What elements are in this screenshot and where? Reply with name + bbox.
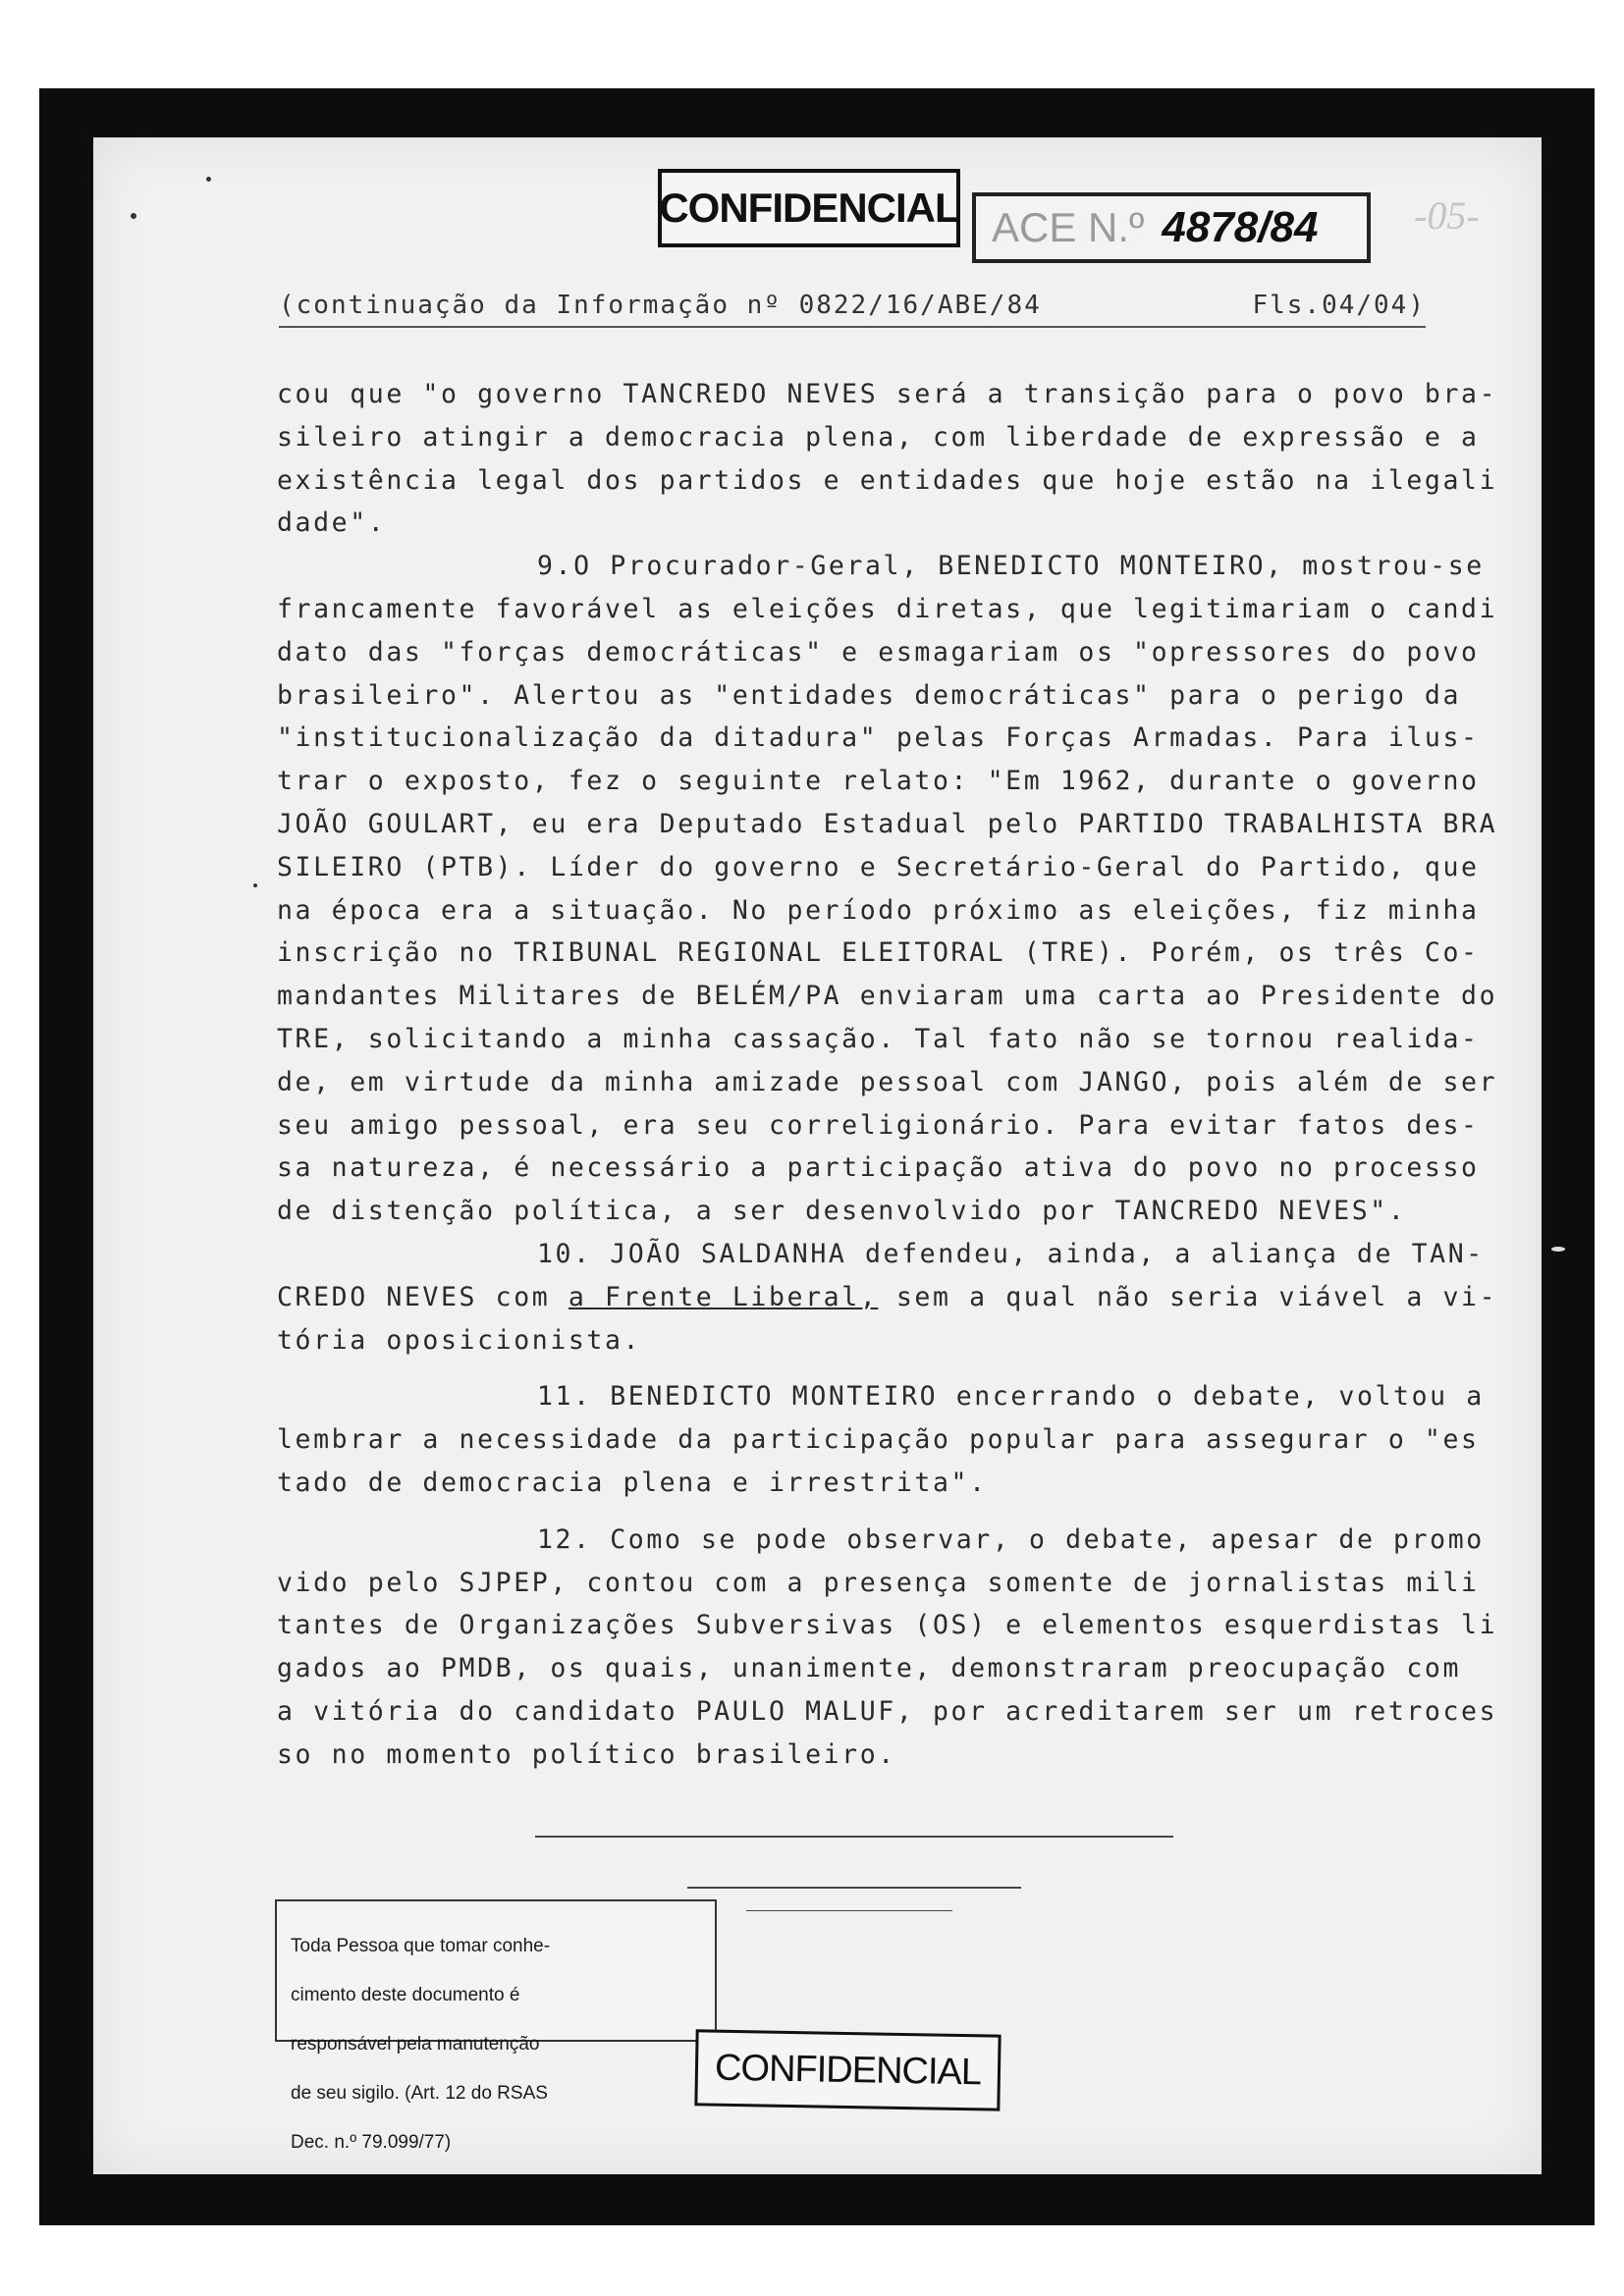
document-body <box>277 373 1498 1777</box>
text-line: lembrar a necessidade da participação popular para assegurar o "es <box>277 1424 1480 1456</box>
text-line: tória oposicionista. <box>277 1324 642 1356</box>
text-line: mandantes Militares de BELÉM/PA enviaram uma carta ao Presidente do <box>277 981 1498 1012</box>
text-line: a vitória do candidato PAULO MALUF, por acreditarem ser um retroces <box>277 1695 1498 1727</box>
text-line: existência legal dos partidos e entidades que hoje estão na ilegali <box>277 464 1498 496</box>
underlined-frente-liberal: a Frente Liberal, <box>568 1281 879 1312</box>
ace-number: 4878/84 <box>1162 203 1319 251</box>
header-page-number: Fls.04/04) <box>1252 291 1426 320</box>
text-line: sa natureza, é necessário a participação ativa do povo no processo <box>277 1152 1480 1184</box>
text-line: francamente favorável as eleições diretas, que legitimariam o candi <box>277 593 1498 624</box>
text-line: de distenção política, a ser desenvolvido por TANCREDO NEVES". <box>277 1196 1407 1227</box>
text-line: de, em virtude da minha amizade pessoal com JANGO, pois além de ser <box>277 1066 1498 1097</box>
paragraph-9-start: 9.O Procurador-Geral, BENEDICTO MONTEIRO, mostrou-se <box>537 551 1485 582</box>
paragraph-10-start: 10. JOÃO SALDANHA defendeu, ainda, a aliança de TAN- <box>537 1238 1485 1269</box>
secrecy-notice-box <box>275 1899 717 2153</box>
header-rule <box>279 326 1426 328</box>
text-line: so no momento político brasileiro. <box>277 1738 896 1770</box>
text-line: trar o exposto, fez o seguinte relato: "Em 1962, durante o governo <box>277 766 1480 797</box>
text-line: dato das "forças democráticas" e esmagariam os "opressores do povo <box>277 636 1480 667</box>
text-line: SILEIRO (PTB). Líder do governo e Secretário-Geral do Partido, que <box>277 851 1480 882</box>
text-line: vido pelo SJPEP, contou com a presença somente de jornalistas mili <box>277 1567 1480 1598</box>
text-segment: sem a qual não seria viável a vi- <box>878 1281 1498 1312</box>
closing-rule <box>746 1910 952 1911</box>
closing-rule <box>687 1887 1021 1889</box>
text-line: cou que "o governo TANCREDO NEVES será a transição para o povo bra- <box>277 379 1498 409</box>
notice-line: de seu sigilo. (Art. 12 do RSAS <box>291 2083 548 2104</box>
scan-speck <box>253 883 257 887</box>
text-line: na época era a situação. No período próximo as eleições, fiz minha <box>277 894 1480 926</box>
text-line: sileiro atingir a democracia plena, com liberdade de expressão e a <box>277 421 1480 453</box>
text-line: inscrição no TRIBUNAL REGIONAL ELEITORAL (TRE). Porém, os três Co- <box>277 937 1480 969</box>
paragraph-12-start: 12. Como se pode observar, o debate, apesar de promo <box>537 1523 1485 1555</box>
notice-line: Toda Pessoa que tomar conhe- <box>291 1936 551 1956</box>
scan-speck <box>1551 1247 1565 1252</box>
closing-rule <box>535 1836 1173 1838</box>
text-line: tado de democracia plena e irrestrita". <box>277 1467 988 1498</box>
text-line: tantes de Organizações Subversivas (OS) e elementos esquerdistas li <box>277 1610 1498 1641</box>
text-line: "institucionalização da ditadura" pelas Forças Armadas. Para ilus- <box>277 722 1480 754</box>
text-line: TRE, solicitando a minha cassação. Tal fato não se tornou realida- <box>277 1023 1480 1054</box>
text-line <box>277 1276 1498 1319</box>
ace-number-stamp <box>972 192 1371 263</box>
paragraph-11-start: 11. BENEDICTO MONTEIRO encerrando o debate, voltou a <box>537 1381 1485 1413</box>
text-segment: CREDO NEVES com <box>277 1281 568 1312</box>
confidential-stamp-top: CONFIDENCIAL <box>658 169 960 247</box>
text-line: brasileiro". Alertou as "entidades democráticas" para o perigo da <box>277 679 1462 711</box>
confidential-stamp-bottom: CONFIDENCIAL <box>694 2029 1001 2110</box>
text-line: gados ao PMDB, os quais, unanimente, demonstraram preocupação com <box>277 1653 1462 1684</box>
text-line: JOÃO GOULART, eu era Deputado Estadual pelo PARTIDO TRABALHISTA BRA <box>277 808 1498 839</box>
ace-label: ACE N.º <box>992 204 1145 250</box>
notice-line: Dec. n.º 79.099/77) <box>291 2132 452 2153</box>
scan-speck <box>131 213 136 219</box>
header-reference: (continuação da Informação nº 0822/16/ABE/84 <box>279 291 1042 320</box>
scan-speck <box>206 177 211 182</box>
text-line: seu amigo pessoal, era seu correligionário. Para evitar fatos des- <box>277 1109 1480 1141</box>
notice-line: responsável pela manutenção <box>291 2034 540 2055</box>
text-line: dade". <box>277 507 387 539</box>
notice-line: cimento deste documento é <box>291 1985 520 2005</box>
handwritten-page-mark: -05- <box>1414 193 1480 238</box>
